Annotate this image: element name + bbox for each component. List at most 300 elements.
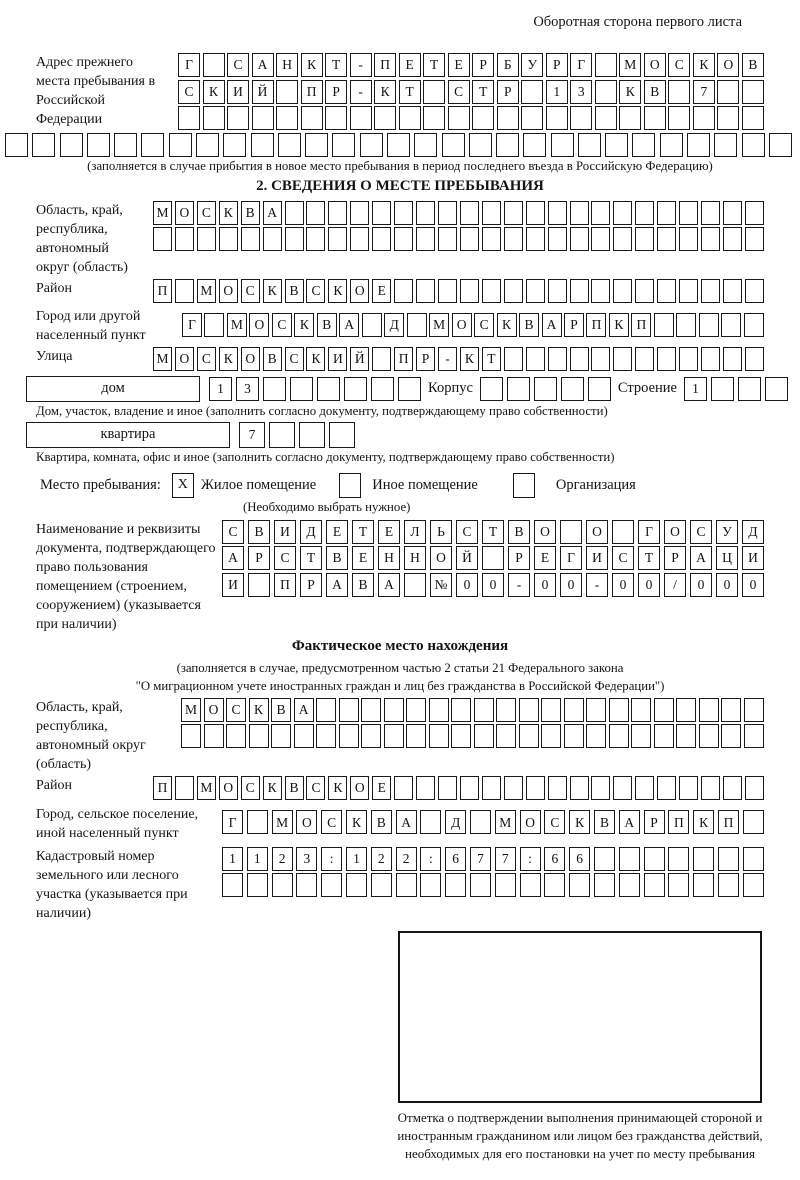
char-box — [548, 347, 567, 371]
char-box: Е — [372, 776, 391, 800]
prev-address-row-1 — [178, 53, 764, 77]
char-box: : — [420, 847, 441, 871]
char-box — [272, 873, 293, 897]
apartment-cells — [239, 422, 355, 448]
char-box: В — [508, 520, 530, 544]
char-box — [548, 279, 567, 303]
char-box: И — [742, 546, 764, 570]
char-box — [328, 227, 347, 251]
char-box — [613, 347, 632, 371]
char-box — [521, 80, 543, 104]
char-box — [306, 227, 325, 251]
char-box: 1 — [546, 80, 568, 104]
char-box: К — [219, 201, 238, 225]
char-box — [325, 106, 347, 130]
char-box: М — [619, 53, 641, 77]
char-box: Т — [482, 347, 501, 371]
char-box: Ь — [430, 520, 452, 544]
char-box: 1 — [222, 847, 243, 871]
char-box — [361, 724, 381, 748]
char-box — [504, 201, 523, 225]
char-box — [196, 133, 219, 157]
street-row — [153, 347, 764, 371]
cadastral-block — [36, 847, 764, 923]
char-box — [460, 227, 479, 251]
char-box — [448, 106, 470, 130]
char-box: С — [241, 776, 260, 800]
char-box — [657, 201, 676, 225]
char-box — [406, 698, 426, 722]
char-box — [744, 313, 764, 337]
char-box: Т — [325, 53, 347, 77]
char-box — [271, 724, 291, 748]
char-box: С — [222, 520, 244, 544]
char-box — [635, 227, 654, 251]
char-box — [699, 724, 719, 748]
char-box: 7 — [693, 80, 715, 104]
char-box: С — [197, 201, 216, 225]
char-box: О — [350, 776, 369, 800]
stamp-area-box — [398, 931, 762, 1103]
actual-city-row — [222, 810, 764, 834]
char-box — [404, 573, 426, 597]
char-box — [591, 227, 610, 251]
char-box — [241, 227, 260, 251]
char-box — [350, 227, 369, 251]
char-box: П — [374, 53, 396, 77]
section2-title: 2. СВЕДЕНИЯ О МЕСТЕ ПРЕБЫВАНИЯ — [256, 177, 544, 194]
actual-location-note-1: (заполняется в случае, предусмотренном частью 2 статьи 21 Федерального закона — [176, 660, 624, 675]
char-box: 2 — [272, 847, 293, 871]
char-box — [632, 133, 655, 157]
char-box — [635, 347, 654, 371]
char-box — [372, 347, 391, 371]
char-box: Г — [178, 53, 200, 77]
char-box: Б — [497, 53, 519, 77]
char-box: 2 — [371, 847, 392, 871]
char-box: 6 — [544, 847, 565, 871]
char-box — [519, 724, 539, 748]
char-box: В — [248, 520, 270, 544]
char-box — [495, 873, 516, 897]
char-box — [668, 80, 690, 104]
char-box: Д — [384, 313, 404, 337]
char-box — [591, 279, 610, 303]
char-box — [520, 873, 541, 897]
char-box — [460, 776, 479, 800]
char-box — [420, 873, 441, 897]
char-box — [723, 201, 742, 225]
char-box — [743, 810, 764, 834]
char-box — [445, 873, 466, 897]
char-box: С — [197, 347, 216, 371]
char-box — [714, 133, 737, 157]
char-box — [394, 279, 413, 303]
char-box: И — [586, 546, 608, 570]
stay-type-note: (Необходимо выбрать нужное) — [243, 499, 411, 514]
char-box: С — [178, 80, 200, 104]
char-box — [693, 106, 715, 130]
stay-type-checkbox-residential: X — [172, 473, 194, 498]
char-box: С — [285, 347, 304, 371]
char-box — [407, 313, 427, 337]
char-box — [594, 847, 615, 871]
char-box: В — [271, 698, 291, 722]
char-box: К — [263, 279, 282, 303]
char-box: - — [350, 53, 372, 77]
char-box: С — [690, 520, 712, 544]
apartment-label-box: квартира — [26, 422, 230, 448]
char-box: Т — [472, 80, 494, 104]
char-box — [635, 776, 654, 800]
char-box: Е — [326, 520, 348, 544]
char-box — [269, 422, 295, 448]
char-box — [526, 279, 545, 303]
page-header-note: Оборотная сторона первого листа — [533, 14, 742, 30]
char-box — [247, 810, 268, 834]
char-box — [745, 776, 764, 800]
char-box: К — [497, 313, 517, 337]
char-box — [738, 377, 761, 401]
char-box: Р — [644, 810, 665, 834]
char-box — [227, 106, 249, 130]
char-box — [644, 873, 665, 897]
char-box: К — [693, 810, 714, 834]
char-box — [361, 698, 381, 722]
char-box — [203, 106, 225, 130]
char-box: Т — [399, 80, 421, 104]
char-box — [429, 698, 449, 722]
char-box: Н — [378, 546, 400, 570]
char-box: С — [227, 53, 249, 77]
char-box: Р — [416, 347, 435, 371]
char-box: В — [241, 201, 260, 225]
char-box: М — [153, 347, 172, 371]
char-box — [742, 80, 764, 104]
char-box — [438, 227, 457, 251]
char-box — [588, 377, 611, 401]
char-box — [394, 201, 413, 225]
char-box — [496, 698, 516, 722]
char-box — [344, 377, 367, 401]
char-box — [423, 80, 445, 104]
city-block — [36, 307, 764, 345]
char-box — [482, 279, 501, 303]
char-box — [654, 698, 674, 722]
char-box — [711, 377, 734, 401]
char-box: - — [508, 573, 530, 597]
char-box: П — [394, 347, 413, 371]
char-box: С — [321, 810, 342, 834]
char-box — [701, 201, 720, 225]
stay-type-option-organization: Организация — [555, 476, 636, 493]
char-box — [723, 776, 742, 800]
char-box — [570, 776, 589, 800]
char-box: О — [204, 698, 224, 722]
char-box — [175, 227, 194, 251]
actual-district-block — [36, 776, 764, 803]
char-box: К — [569, 810, 590, 834]
char-box — [526, 227, 545, 251]
char-box — [564, 724, 584, 748]
char-box — [482, 201, 501, 225]
char-box: Т — [638, 546, 660, 570]
char-box: А — [252, 53, 274, 77]
char-box — [631, 724, 651, 748]
char-box: П — [153, 776, 172, 800]
char-box — [721, 313, 741, 337]
char-box — [644, 847, 665, 871]
stay-type-label: Место пребывания: — [40, 476, 161, 493]
char-box: П — [586, 313, 606, 337]
char-box: Р — [300, 573, 322, 597]
prev-address-row-2 — [178, 80, 764, 104]
char-box: О — [249, 313, 269, 337]
char-box — [32, 133, 55, 157]
char-box — [416, 279, 435, 303]
char-box: С — [272, 313, 292, 337]
char-box — [438, 201, 457, 225]
korpus-cells — [480, 377, 611, 401]
char-box: У — [521, 53, 543, 77]
char-box: О — [219, 279, 238, 303]
actual-region-label: Область, край, республика, автономный округ (область) — [36, 699, 146, 772]
char-box — [668, 847, 689, 871]
document-row-2 — [222, 546, 764, 570]
char-box: Е — [534, 546, 556, 570]
char-box: И — [227, 80, 249, 104]
char-box: 0 — [612, 573, 634, 597]
stay-type-checkbox-other-premises — [339, 473, 361, 498]
char-box — [285, 201, 304, 225]
char-box: В — [594, 810, 615, 834]
char-box: Т — [482, 520, 504, 544]
char-box — [742, 133, 765, 157]
char-box — [644, 106, 666, 130]
char-box: - — [438, 347, 457, 371]
char-box: П — [301, 80, 323, 104]
char-box — [570, 279, 589, 303]
char-box: М — [227, 313, 247, 337]
char-box — [613, 201, 632, 225]
char-box — [339, 724, 359, 748]
actual-city-label: Город, сельское поселение, иной населенный пункт — [36, 806, 199, 841]
char-box — [420, 810, 441, 834]
char-box: В — [263, 347, 282, 371]
prev-address-label: Адрес прежнего места пребывания в Российской Федерации — [36, 55, 156, 128]
stay-type-checkbox-organization — [513, 473, 535, 498]
char-box — [332, 133, 355, 157]
char-box — [372, 227, 391, 251]
char-box — [595, 106, 617, 130]
char-box: Г — [570, 53, 592, 77]
char-box — [660, 133, 683, 157]
char-box — [423, 106, 445, 130]
char-box: К — [219, 347, 238, 371]
char-box — [595, 80, 617, 104]
char-box — [635, 279, 654, 303]
char-box: К — [203, 80, 225, 104]
char-box — [497, 106, 519, 130]
char-box: Р — [564, 313, 584, 337]
char-box — [296, 873, 317, 897]
char-box: В — [285, 776, 304, 800]
char-box — [676, 698, 696, 722]
char-box: О — [175, 347, 194, 371]
char-box: О — [219, 776, 238, 800]
char-box: К — [693, 53, 715, 77]
char-box: К — [328, 279, 347, 303]
actual-district-row — [153, 776, 764, 800]
char-box: 1 — [247, 847, 268, 871]
char-box — [305, 133, 328, 157]
char-box: Ц — [716, 546, 738, 570]
char-box — [482, 546, 504, 570]
char-box — [679, 776, 698, 800]
char-box — [416, 201, 435, 225]
char-box — [743, 847, 764, 871]
actual-region-grids — [181, 698, 764, 751]
char-box — [504, 347, 523, 371]
char-box: П — [631, 313, 651, 337]
char-box: 7 — [470, 847, 491, 871]
char-box — [631, 698, 651, 722]
char-box — [578, 133, 601, 157]
char-box — [251, 133, 274, 157]
char-box: Р — [472, 53, 494, 77]
char-box — [223, 133, 246, 157]
char-box: 0 — [482, 573, 504, 597]
stroenie-cells — [684, 377, 788, 401]
char-box: 0 — [742, 573, 764, 597]
char-box: А — [619, 810, 640, 834]
char-box: Е — [378, 520, 400, 544]
char-box: В — [371, 810, 392, 834]
char-box: К — [460, 347, 479, 371]
char-box — [469, 133, 492, 157]
cadastral-row-1 — [222, 847, 764, 871]
char-box: / — [664, 573, 686, 597]
char-box — [657, 279, 676, 303]
char-box — [294, 724, 314, 748]
char-box: Н — [404, 546, 426, 570]
char-box — [654, 724, 674, 748]
char-box — [285, 227, 304, 251]
char-box: Н — [276, 53, 298, 77]
char-box: В — [285, 279, 304, 303]
char-box — [384, 724, 404, 748]
char-box — [394, 227, 413, 251]
char-box: Л — [404, 520, 426, 544]
char-box — [203, 53, 225, 77]
char-box — [399, 106, 421, 130]
prev-address-grids — [178, 53, 764, 133]
char-box: К — [619, 80, 641, 104]
char-box: Й — [252, 80, 274, 104]
district-row — [153, 279, 764, 303]
char-box: П — [668, 810, 689, 834]
char-box: О — [241, 347, 260, 371]
street-block — [36, 347, 764, 374]
char-box — [676, 313, 696, 337]
char-box: О — [644, 53, 666, 77]
char-box — [460, 279, 479, 303]
char-box: А — [396, 810, 417, 834]
char-box: 3 — [236, 377, 259, 401]
cadastral-label: Кадастровый номер земельного или лесного участка (указывается при наличии) — [36, 848, 188, 921]
stay-type-option-residential: Жилое помещение — [200, 476, 317, 493]
char-box: К — [328, 776, 347, 800]
district-label: Район — [36, 280, 72, 296]
char-box — [504, 776, 523, 800]
char-box: Р — [248, 546, 270, 570]
actual-region-row-2 — [181, 724, 764, 748]
district-block — [36, 279, 764, 306]
char-box: О — [430, 546, 452, 570]
char-box — [765, 377, 788, 401]
char-box — [745, 227, 764, 251]
char-box: С — [241, 279, 260, 303]
char-box: С — [274, 546, 296, 570]
char-box — [744, 698, 764, 722]
stay-type-row — [40, 473, 764, 498]
korpus-label: Корпус — [428, 380, 473, 397]
char-box: 6 — [445, 847, 466, 871]
char-box: О — [520, 810, 541, 834]
char-box: Е — [399, 53, 421, 77]
char-box — [406, 724, 426, 748]
char-box: С — [456, 520, 478, 544]
char-box: 0 — [560, 573, 582, 597]
char-box — [657, 227, 676, 251]
char-box — [570, 201, 589, 225]
char-box: Г — [638, 520, 660, 544]
stay-type-option-other-premises: Иное помещение — [372, 476, 478, 493]
char-box — [219, 227, 238, 251]
prev-address-row-3 — [178, 106, 764, 130]
char-box — [480, 377, 503, 401]
char-box: Р — [325, 80, 347, 104]
char-box — [416, 227, 435, 251]
char-box — [723, 347, 742, 371]
char-box — [701, 347, 720, 371]
char-box — [534, 377, 557, 401]
street-label: Улица — [36, 349, 73, 365]
char-box — [676, 724, 696, 748]
char-box: П — [274, 573, 296, 597]
char-box: Д — [445, 810, 466, 834]
char-box — [114, 133, 137, 157]
char-box — [619, 106, 641, 130]
char-box: М — [197, 279, 216, 303]
char-box — [350, 106, 372, 130]
char-box — [482, 227, 501, 251]
char-box — [339, 698, 359, 722]
char-box — [745, 347, 764, 371]
char-box: Р — [664, 546, 686, 570]
char-box — [248, 573, 270, 597]
char-box — [496, 724, 516, 748]
char-box — [252, 106, 274, 130]
char-box: 0 — [716, 573, 738, 597]
stamp-caption: Отметка о подтверждении выполнения принимающей стороной и иностранным гражданином или лицом без гражданства действий, необходимых для его постановки на учет по месту пребывания — [397, 1109, 763, 1161]
char-box — [548, 227, 567, 251]
apartment-note: Квартира, комната, офис и иное (заполнить согласно документу, подтверждающему право собственности) — [36, 449, 615, 464]
char-box — [701, 227, 720, 251]
char-box: С — [474, 313, 494, 337]
char-box: С — [668, 53, 690, 77]
char-box — [718, 873, 739, 897]
